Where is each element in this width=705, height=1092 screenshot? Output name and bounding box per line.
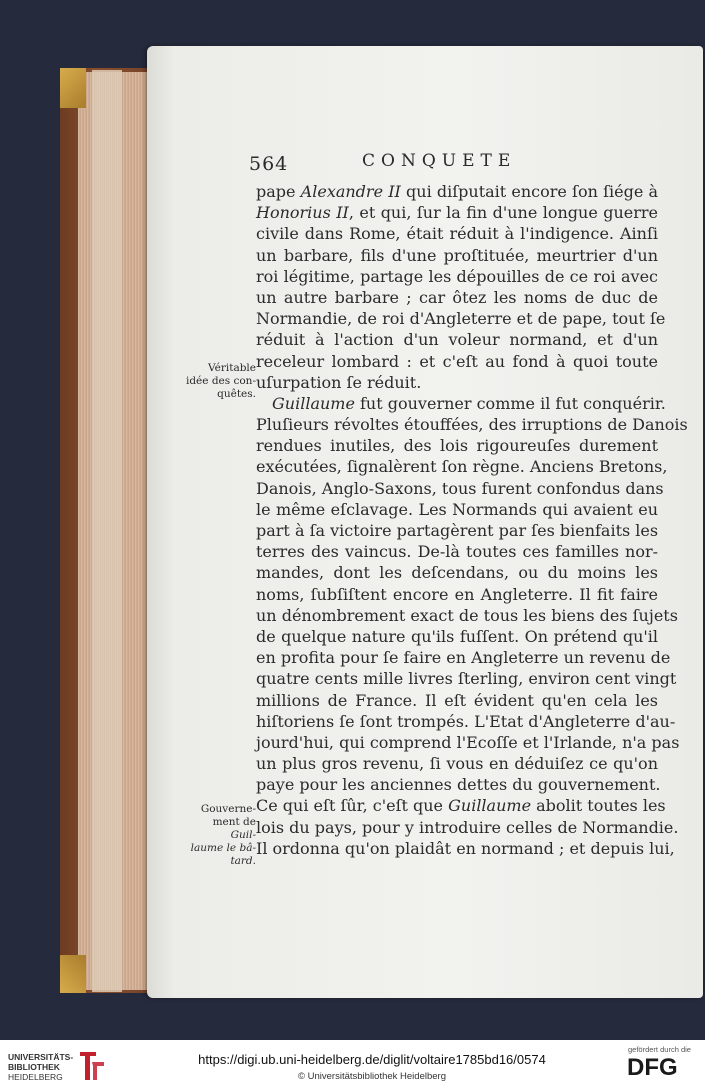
text-run: Danois, Anglo-Saxons, tous furent confondus dans — [256, 478, 664, 498]
text-run: fut gouverner comme il fut conquérir. — [354, 393, 666, 413]
text-line — [256, 817, 679, 838]
page-edges-front — [92, 70, 122, 992]
text-run: de quelque nature qu'ils fuſſent. On prétend qu'il — [256, 626, 658, 646]
italic-text: Honorius II — [256, 203, 349, 223]
margin-note-veritable-idee — [162, 362, 256, 401]
margin-note-line — [162, 816, 256, 842]
text-run: idée des con- — [185, 375, 256, 387]
text-run: roi légitime, partage les dépouilles de ce roi avec — [256, 266, 658, 286]
text-line — [256, 393, 666, 414]
italic-text: tard. — [230, 855, 256, 867]
text-run: terres des vaincus. De-là toutes ces familles nor- — [256, 542, 658, 562]
text-run: paye pour les anciennes dettes du gouvernement. — [256, 775, 661, 795]
text-run: un dénombrement exact de tous les biens des ſujets — [256, 605, 678, 625]
text-run: un plus gros revenu, ſi vous en déduiſez ce qu'on — [256, 754, 658, 774]
text-line — [256, 647, 671, 668]
text-line — [256, 626, 658, 647]
text-line — [256, 245, 658, 266]
text-run: en profita pour ſe faire en Angleterre un revenu de — [256, 648, 671, 668]
funding-note: gefördert durch die — [628, 1045, 691, 1054]
text-run: Ce qui eſt ſûr, c'eſt que — [256, 796, 449, 816]
margin-note-line — [162, 388, 256, 401]
text-line — [256, 266, 658, 287]
text-run: un autre barbare ; car ôtez les noms de duc de — [256, 287, 658, 307]
text-line — [256, 456, 668, 477]
text-run: hiſtoriens ſe ſont trompés. L'Etat d'Angleterre d'au- — [256, 711, 676, 731]
text-run: un barbare, fils d'une proſtituée, meurtrier d'un — [256, 245, 658, 265]
text-run: pape — [256, 182, 301, 201]
text-run: Véritable — [208, 362, 256, 374]
text-line — [256, 478, 664, 499]
text-line — [256, 329, 658, 350]
logo-line-1: UNIVERSITÄTS- — [8, 1052, 74, 1062]
text-line — [256, 541, 658, 562]
margin-note-line — [162, 855, 256, 868]
page-number: 564 — [249, 153, 289, 175]
text-run: receleur lombard : et c'eſt au fond à quoi toute — [256, 351, 658, 371]
text-run: abolit toutes les — [531, 796, 666, 816]
text-run: noms, ſubſiſtent encore en Angleterre. Il fit faire — [256, 584, 658, 604]
text-run: quatre cents mille livres ſterling, environ cent vingt — [256, 669, 677, 689]
permalink-url[interactable]: https://digi.ub.uni-heidelberg.de/diglit/voltaire1785bd16/0574 — [198, 1052, 546, 1067]
text-line — [256, 690, 658, 711]
text-line — [256, 562, 658, 583]
dfg-logo[interactable]: DFG — [627, 1054, 678, 1081]
text-line — [256, 795, 666, 816]
text-run: millions de France. Il eſt évident qu'en cela les — [256, 690, 658, 710]
italic-text: Guillaume — [272, 393, 355, 413]
text-run: ment de — [212, 816, 256, 828]
body-text — [256, 181, 688, 859]
italic-text: Guillaume — [448, 796, 532, 816]
italic-text: Alexandre II — [300, 182, 401, 201]
text-run: , et qui, ſur la fin d'une longue guerre — [348, 203, 659, 223]
viewer-footer — [0, 1040, 705, 1092]
margin-note-line — [162, 842, 256, 855]
cover-corner-bottom — [60, 955, 86, 993]
text-run: lois du pays, pour y introduire celles de Normandie. — [256, 817, 679, 837]
text-run: mandes, dont les deſcendans, ou du moins les — [256, 563, 658, 583]
copyright-notice: © Universitätsbibliothek Heidelberg — [298, 1071, 446, 1082]
text-line — [256, 499, 658, 520]
text-run: uſurpation ſe réduit. — [256, 372, 422, 392]
text-line — [256, 414, 688, 435]
text-line — [256, 181, 658, 202]
text-run: le même eſclavage. Les Normands qui avaient eu — [256, 499, 658, 519]
text-line — [256, 435, 658, 456]
text-line — [256, 605, 678, 626]
logo-line-2: BIBLIOTHEK — [8, 1062, 60, 1072]
text-run: civile dans Rome, était réduit à l'indigence. Ainſi — [256, 224, 658, 244]
text-line — [256, 711, 676, 732]
text-line — [256, 202, 658, 223]
italic-text: Guil- — [230, 829, 256, 841]
library-logo[interactable] — [8, 1050, 126, 1082]
text-line — [256, 287, 658, 308]
text-run: rendues inutiles, des lois rigoureuſes durement — [256, 436, 658, 456]
text-line — [256, 584, 658, 605]
text-run: part à ſa victoire partagèrent par ſes bienfaits les — [256, 521, 659, 540]
text-line — [256, 351, 658, 372]
text-run: Normandie, de roi d'Angleterre et de pape, tout ſe — [256, 309, 666, 329]
library-emblem-icon — [76, 1050, 106, 1082]
text-run: qui diſputait encore ſon ſiége à — [400, 182, 659, 201]
logo-line-3: HEIDELBERG — [8, 1072, 63, 1082]
margin-note-gouvernement — [162, 803, 256, 868]
text-run: Pluſieurs révoltes étouffées, des irruptions de Danois — [256, 415, 688, 435]
text-line — [256, 668, 677, 689]
margin-note-line — [162, 803, 256, 816]
text-run: Il ordonna qu'on plaidât en normand ; et depuis lui, — [256, 838, 675, 858]
margin-note-line — [162, 375, 256, 388]
running-head: CONQUETE — [362, 151, 517, 171]
text-run: exécutées, ſignalèrent ſon règne. Anciens Bretons, — [256, 457, 668, 477]
text-run: quêtes. — [217, 388, 256, 400]
text-line — [256, 774, 661, 795]
text-run: Gouverne- — [200, 803, 256, 815]
margin-note-line — [162, 362, 256, 375]
text-line — [256, 223, 658, 244]
text-line — [256, 520, 658, 541]
cover-corner-top — [60, 68, 86, 108]
text-run: réduit à l'action d'un voleur normand, et d'un — [256, 330, 658, 350]
italic-text: laume le bâ- — [190, 842, 256, 854]
text-line — [256, 838, 675, 859]
text-line — [256, 372, 658, 393]
text-line — [256, 308, 666, 329]
text-run: jourd'hui, qui comprend l'Ecoſſe et l'Irlande, n'a pas — [256, 732, 680, 752]
text-line — [256, 753, 658, 774]
text-line — [256, 732, 680, 753]
